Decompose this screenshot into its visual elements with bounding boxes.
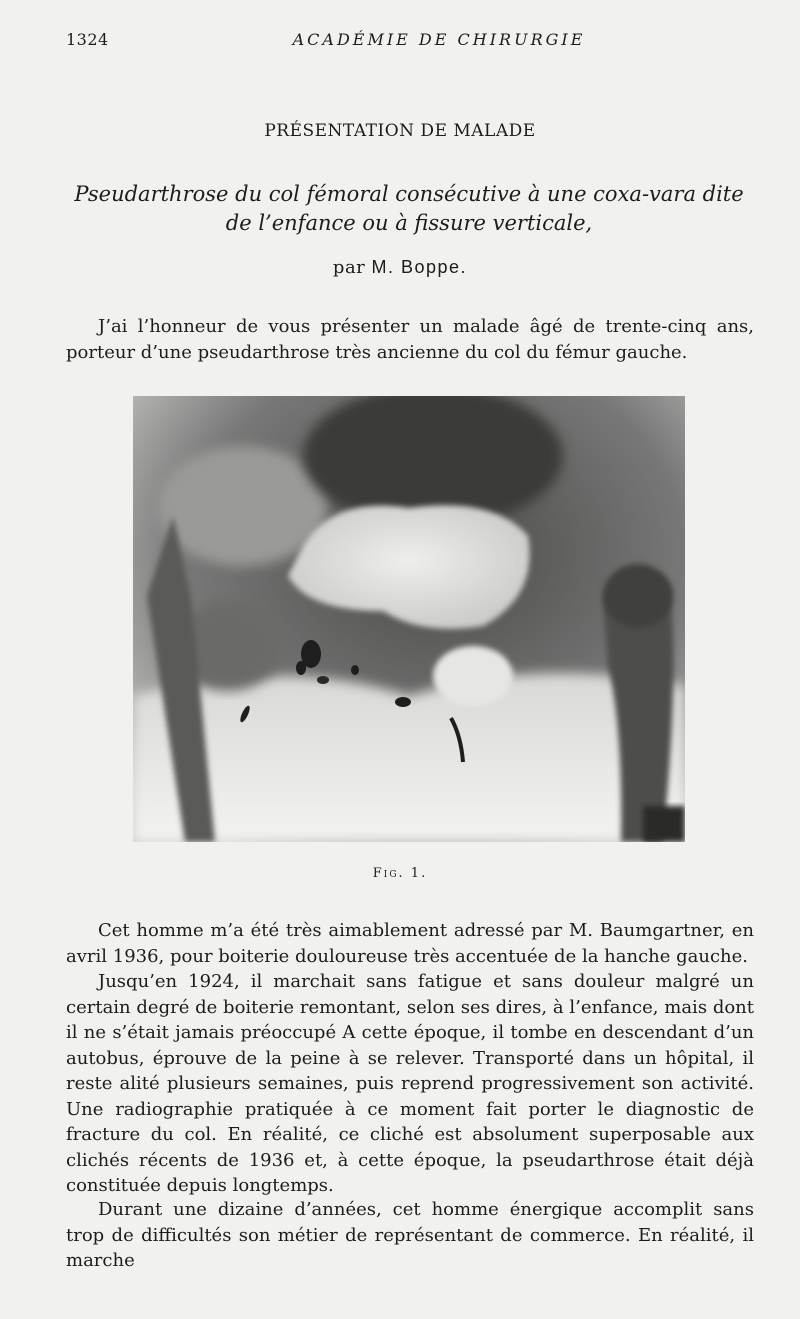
radiograph-figure: [133, 396, 685, 842]
body-paragraph-2: Jusqu’en 1924, il marchait sans fatigue et sans douleur malgré un certain degré de boiterie remontant, selon ses dires, à l’enfance, mais dont il ne s’était jamais préoccupé A cette époque, il tombe en descendant d’un autobus, éprouve de la peine à se relever. Transporté dans un hôpital, il reste alité plusieurs semaines, puis reprend progressivement son activité. Une radiographie pratiquée à ce moment fait porter le diagnostic de fracture du col. En réalité, ce cliché est absolument superposable aux clichés récents de 1936 et, à cette époque, la pseudarthrose était déjà constituée depuis longtemps.: [66, 971, 754, 1196]
author-name: M. Boppe.: [371, 257, 468, 277]
byline-prefix: par: [332, 257, 366, 278]
page-number: 1324: [66, 30, 109, 49]
body-paragraph-3: Durant une dizaine d’années, cet homme énergique accomplit sans trop de difficultés son métier de représentant de commerce. En réalité, il marche: [66, 1199, 754, 1271]
body-paragraph-1: Cet homme m’a été très aimablement adressé par M. Baumgartner, en avril 1936, pour boiterie douloureuse très accentuée de la hanche gauche.: [66, 920, 754, 967]
journal-title: ACADÉMIE DE CHIRURGIE: [292, 30, 586, 49]
running-head: [66, 30, 752, 52]
article-title: Pseudarthrose du col fémoral consécutive à une coxa-vara dite de l’enfance ou à fissure verticale,: [74, 182, 744, 235]
pelvis-xray-image: [133, 396, 685, 842]
byline: [0, 257, 800, 278]
figure-caption: Fig. 1.: [372, 866, 428, 881]
intro-paragraph: J’ai l’honneur de vous présenter un malade âgé de trente-cinq ans, porteur d’une pseudarthrose très ancienne du col du fémur gauche.: [66, 316, 754, 363]
section-heading: PRÉSENTATION DE MALADE: [264, 121, 536, 141]
